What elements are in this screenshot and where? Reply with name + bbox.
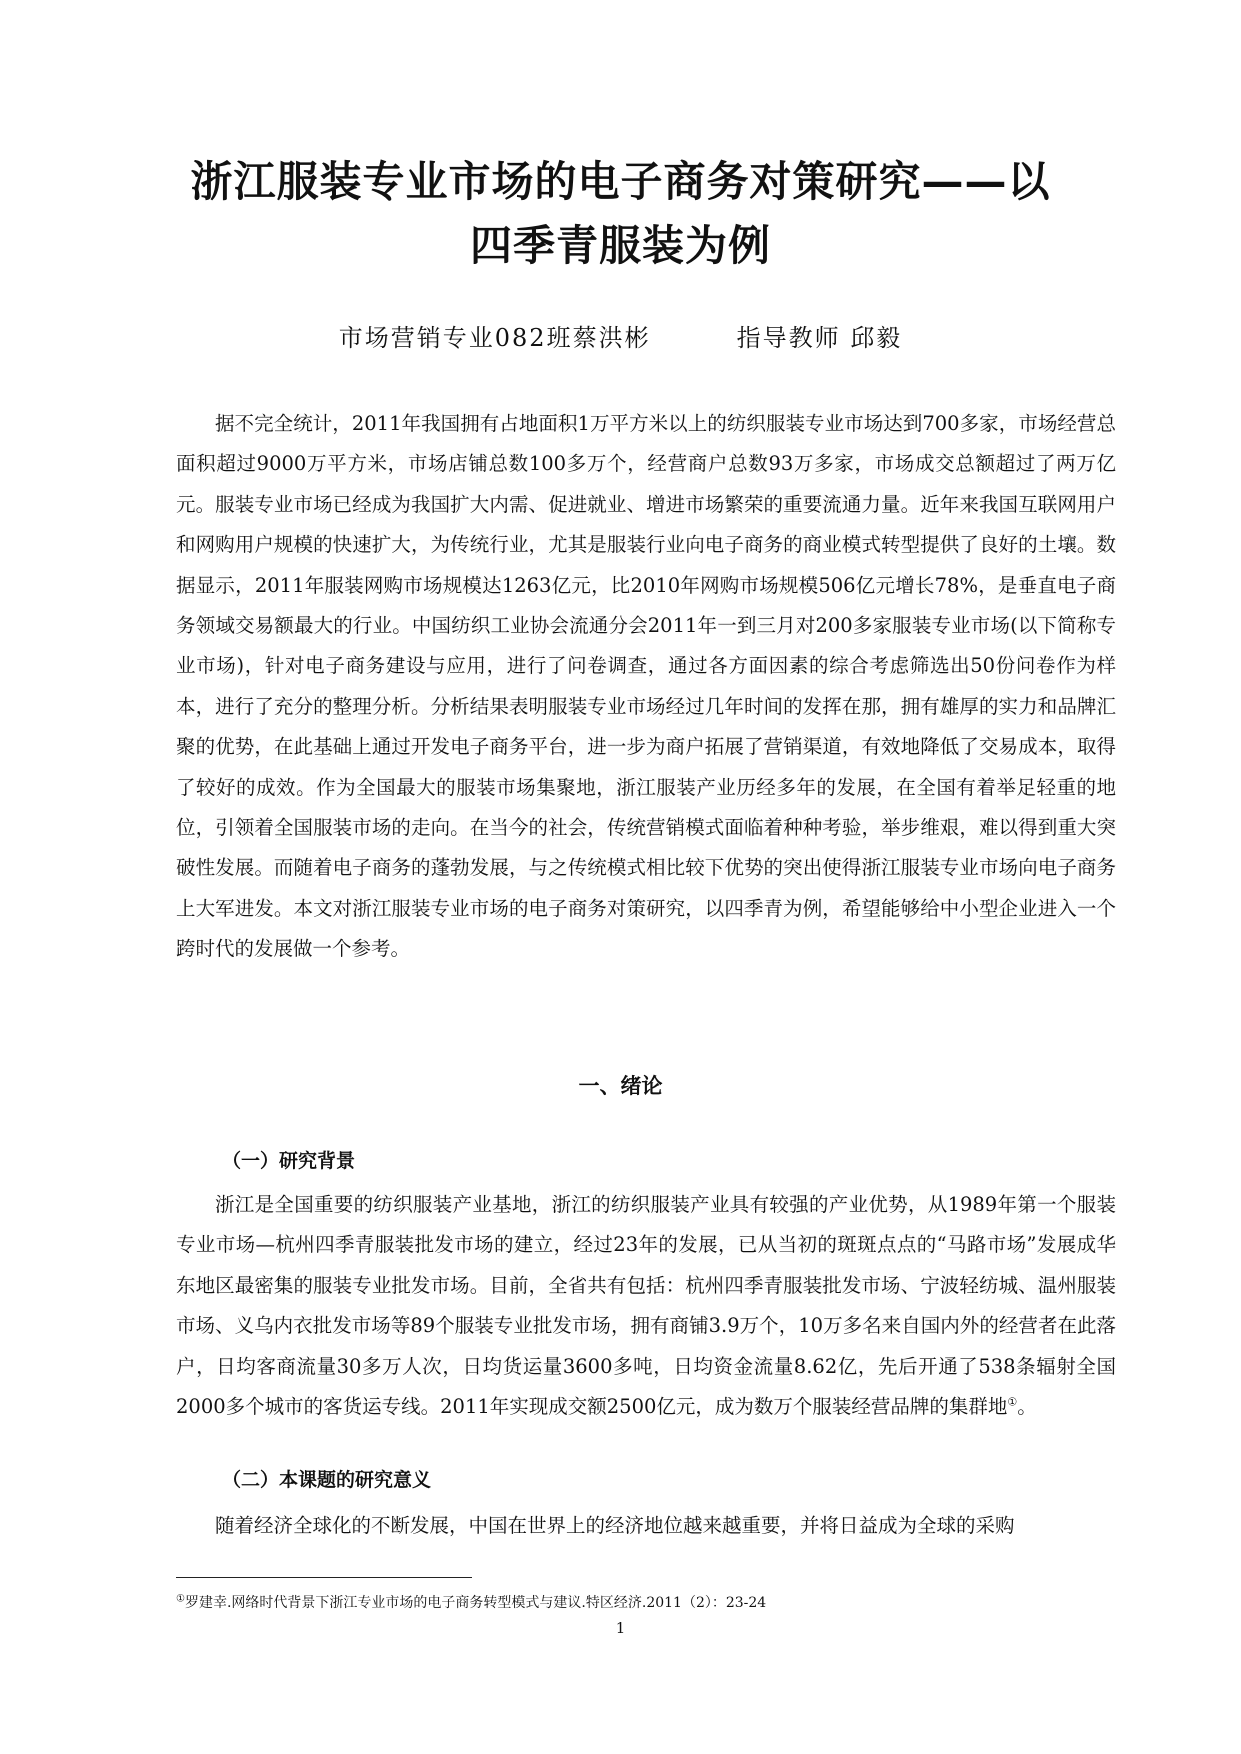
footnote: [176, 1592, 766, 1614]
byline: [0, 318, 1241, 358]
intro-paragraph: 据不完全统计，2011年我国拥有占地面积1万平方米以上的纺织服装专业市场达到700多家，市场经营总面积超过9000万平方米，市场店铺总数100多万个，经营商户总数93万多家，市场成交总额超过了两万亿元。服装专业市场已经成为我国扩大内需、促进就业、增进市场繁荣的重要流通力量。近年来我国互联网用户和网购用户规模的快速扩大，为传统行业，尤其是服装行业向电子商务的商业模式转型提供了良好的土壤。数据显示，2011年服装网购市场规模达1263亿元，比2010年网购市场规模506亿元增长78%，是垂直电子商务领域交易额最大的行业。中国纺织工业协会流通分会2011年一到三月对200多家服装专业市场(以下简称专业市场)，针对电子商务建设与应用，进行了问卷调查，通过各方面因素的综合考虑筛选出50份问卷作为样本，进行了充分的整理分析。分析结果表明服装专业市场经过几年时间的发挥在那，拥有雄厚的实力和品牌汇聚的优势，在此基础上通过开发电子商务平台，进一步为商户拓展了营销渠道，有效地降低了交易成本，取得了较好的成效。作为全国最大的服装市场集聚地，浙江服装产业历经多年的发展，在全国有着举足轻重的地位，引领着全国服装市场的走向。在当今的社会，传统营销模式面临着种种考验，举步维艰，难以得到重大突破性发展。而随着电子商务的蓬勃发展，与之传统模式相比较下优势的突出使得浙江服装专业市场向电子商务上大军进发。本文对浙江服装专业市场的电子商务对策研究，以四季青为例，希望能够给中小型企业进入一个跨时代的发展做一个参考。: [176, 412, 1116, 961]
research-background-text: 浙江是全国重要的纺织服装产业基地，浙江的纺织服装产业具有较强的产业优势，从1989年第一个服装专业市场—杭州四季青服装批发市场的建立，经过23年的发展，已从当初的斑斑点点的“马路市场”发展成华东地区最密集的服装专业批发市场。目前，全省共有包括：杭州四季青服装批发市场、宁波轻纺城、温州服装市场、义乌内衣批发市场等89个服装专业批发市场，拥有商铺3.9万个，10万多名来自国内外的经营者在此落户，日均客商流量30多万人次，日均货运量3600多吨，日均资金流量8.62亿，先后开通了538条辐射全国2000多个城市的客货运专线。2011年实现成交额2500亿元，成为数万个服装经营品牌的集群地: [176, 1193, 1116, 1419]
footnote-separator: [176, 1577, 472, 1578]
advisor-line: 指导教师 邱毅: [736, 324, 903, 352]
footnote-mark: ①: [176, 1593, 185, 1605]
research-background-end: 。: [1017, 1395, 1037, 1419]
page-number: 1: [615, 1619, 626, 1637]
research-background-paragraph: [176, 1185, 1116, 1427]
research-significance-paragraph: 随着经济全球化的不断发展，中国在世界上的经济地位越来越重要，并将日益成为全球的采购: [215, 1514, 1015, 1537]
subheading-research-significance: （二）本课题的研究意义: [222, 1469, 432, 1491]
document-title-line-2: 四季青服装为例: [469, 221, 771, 270]
footnote-text: 罗建幸.网络时代背景下浙江专业市场的电子商务转型模式与建议.特区经济.2011（2）：23-24: [184, 1595, 767, 1611]
subheading-research-background: （一）研究背景: [222, 1150, 356, 1172]
section-heading-introduction: 一、绪论: [578, 1074, 663, 1098]
author-line: 市场营销专业082班蔡洪彬: [338, 324, 651, 352]
document-title-line-1: 浙江服装专业市场的电子商务对策研究——以: [190, 157, 1051, 206]
footnote-reference[interactable]: ①: [1007, 1395, 1018, 1409]
